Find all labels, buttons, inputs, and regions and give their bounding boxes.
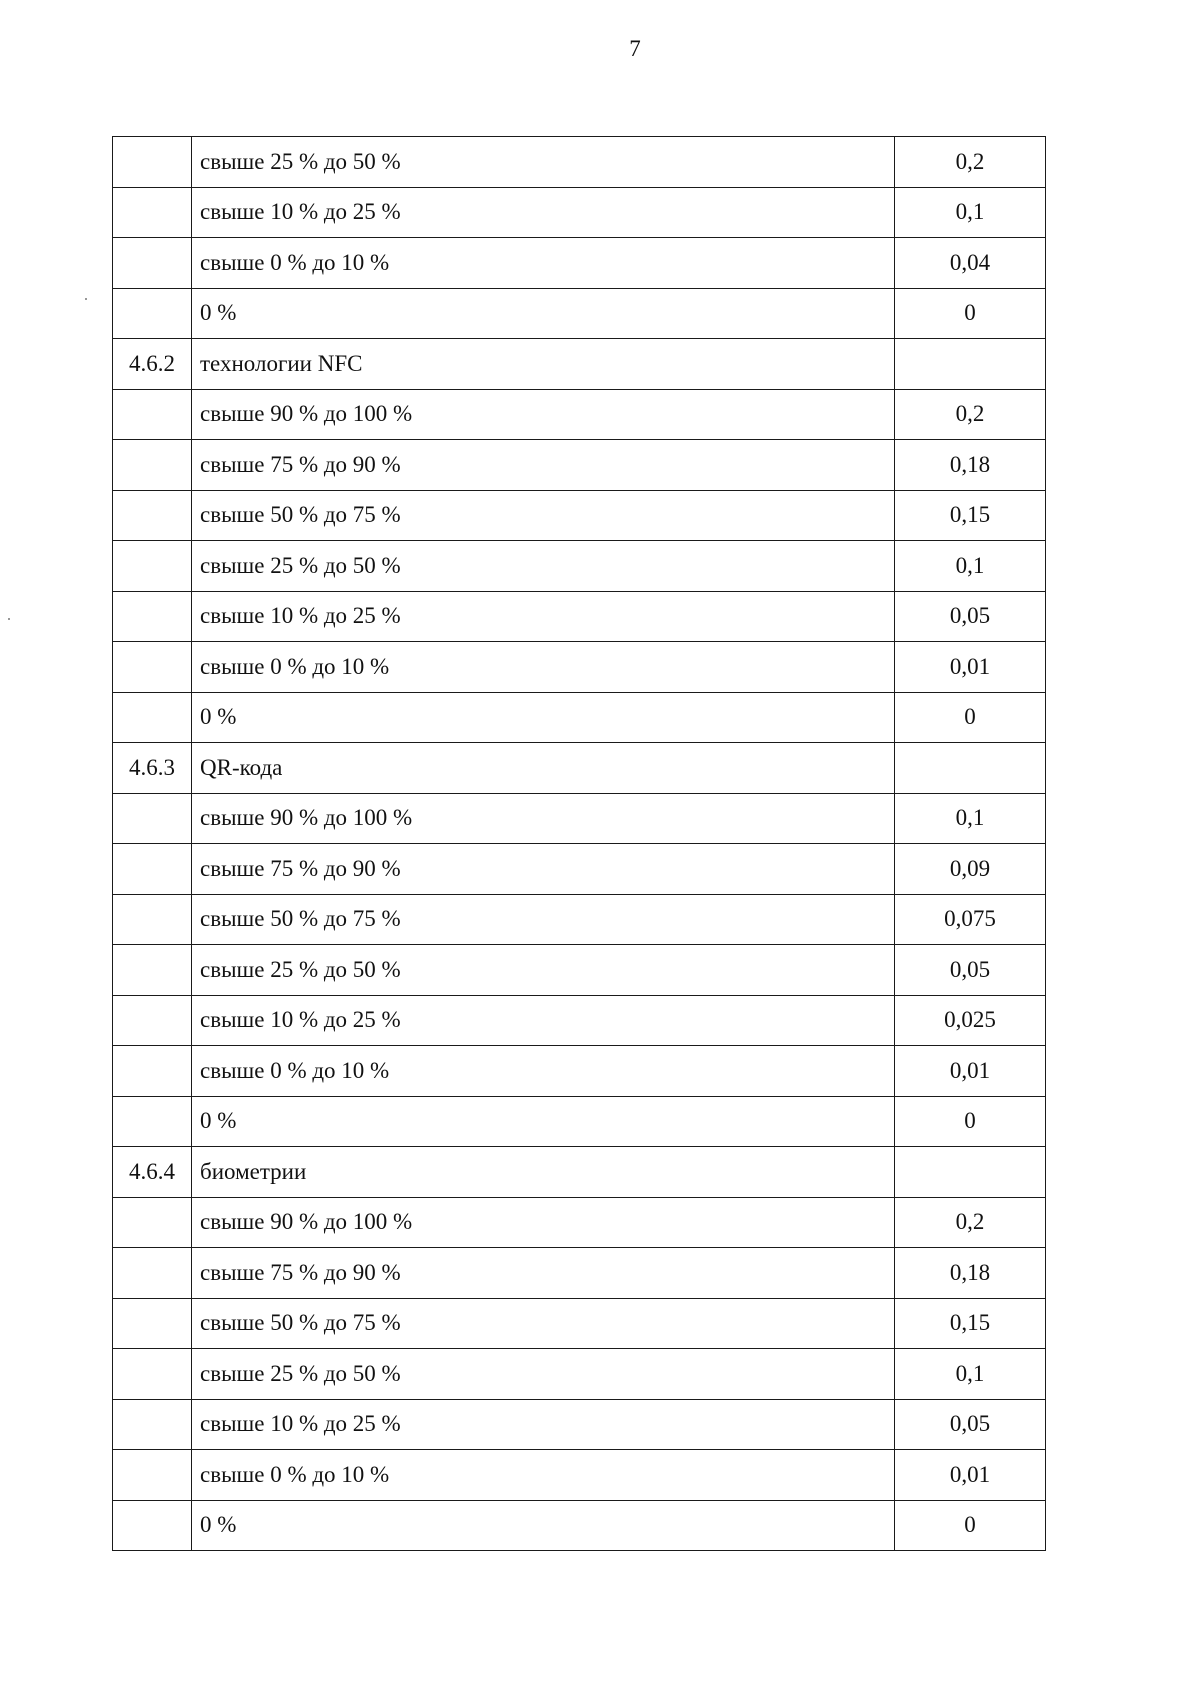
table-row xyxy=(113,1349,1046,1400)
row-value-cell: 0 xyxy=(895,692,1046,743)
row-value-cell: 0,05 xyxy=(895,591,1046,642)
row-number-cell xyxy=(113,642,192,693)
row-value-cell: 0,2 xyxy=(895,1197,1046,1248)
row-value-cell: 0,2 xyxy=(895,389,1046,440)
row-description-cell: 0 % xyxy=(192,692,895,743)
table-row xyxy=(113,1450,1046,1501)
row-number-cell xyxy=(113,894,192,945)
row-number-cell xyxy=(113,1248,192,1299)
row-value-cell: 0,1 xyxy=(895,541,1046,592)
row-number-cell xyxy=(113,389,192,440)
row-number-cell xyxy=(113,1096,192,1147)
row-number-cell xyxy=(113,995,192,1046)
table-row xyxy=(113,1197,1046,1248)
section-row xyxy=(113,743,1046,794)
row-number-cell xyxy=(113,490,192,541)
table-row xyxy=(113,238,1046,289)
row-description-cell: свыше 25 % до 50 % xyxy=(192,137,895,188)
row-number-cell xyxy=(113,1046,192,1097)
row-description-cell: свыше 50 % до 75 % xyxy=(192,490,895,541)
row-description-cell: свыше 10 % до 25 % xyxy=(192,995,895,1046)
row-number-cell xyxy=(113,288,192,339)
table-row xyxy=(113,591,1046,642)
row-description-cell: QR-кода xyxy=(192,743,895,794)
row-value-cell: 0,15 xyxy=(895,490,1046,541)
row-description-cell: свыше 90 % до 100 % xyxy=(192,1197,895,1248)
table-row xyxy=(113,1298,1046,1349)
row-description-cell: свыше 25 % до 50 % xyxy=(192,1349,895,1400)
table-row xyxy=(113,490,1046,541)
row-description-cell: 0 % xyxy=(192,1096,895,1147)
table-row xyxy=(113,440,1046,491)
section-row xyxy=(113,1147,1046,1198)
row-value-cell: 0,2 xyxy=(895,137,1046,188)
row-description-cell: биометрии xyxy=(192,1147,895,1198)
row-value-cell: 0,18 xyxy=(895,1248,1046,1299)
row-description-cell: свыше 0 % до 10 % xyxy=(192,1450,895,1501)
row-value-cell: 0,025 xyxy=(895,995,1046,1046)
row-description-cell: свыше 75 % до 90 % xyxy=(192,440,895,491)
row-number-cell xyxy=(113,1450,192,1501)
table-row xyxy=(113,642,1046,693)
row-description-cell: 0 % xyxy=(192,1500,895,1551)
row-number-cell xyxy=(113,1500,192,1551)
row-number-cell xyxy=(113,440,192,491)
row-number-cell xyxy=(113,1349,192,1400)
row-description-cell: свыше 25 % до 50 % xyxy=(192,945,895,996)
row-number-cell xyxy=(113,591,192,642)
table-row xyxy=(113,844,1046,895)
row-description-cell: свыше 0 % до 10 % xyxy=(192,238,895,289)
row-number-cell xyxy=(113,844,192,895)
table-row xyxy=(113,1096,1046,1147)
row-number-cell xyxy=(113,1197,192,1248)
row-value-cell: 0,09 xyxy=(895,844,1046,895)
row-number-cell: 4.6.4 xyxy=(113,1147,192,1198)
row-value-cell: 0,01 xyxy=(895,642,1046,693)
row-value-cell: 0,1 xyxy=(895,1349,1046,1400)
row-description-cell: свыше 25 % до 50 % xyxy=(192,541,895,592)
row-description-cell: свыше 75 % до 90 % xyxy=(192,1248,895,1299)
row-value-cell: 0,15 xyxy=(895,1298,1046,1349)
row-number-cell xyxy=(113,238,192,289)
table-row xyxy=(113,1046,1046,1097)
table-row xyxy=(113,945,1046,996)
row-number-cell xyxy=(113,1298,192,1349)
row-description-cell: свыше 10 % до 25 % xyxy=(192,187,895,238)
row-value-cell xyxy=(895,339,1046,390)
row-number-cell xyxy=(113,793,192,844)
row-number-cell: 4.6.3 xyxy=(113,743,192,794)
scan-speck xyxy=(8,618,10,620)
row-value-cell: 0,05 xyxy=(895,945,1046,996)
row-description-cell: свыше 0 % до 10 % xyxy=(192,1046,895,1097)
table-row xyxy=(113,541,1046,592)
row-description-cell: свыше 0 % до 10 % xyxy=(192,642,895,693)
row-number-cell xyxy=(113,692,192,743)
row-value-cell: 0,18 xyxy=(895,440,1046,491)
row-value-cell: 0 xyxy=(895,1096,1046,1147)
page-number: 7 xyxy=(629,36,641,61)
table-row xyxy=(113,137,1046,188)
table-row xyxy=(113,389,1046,440)
row-description-cell: технологии NFC xyxy=(192,339,895,390)
row-value-cell: 0,075 xyxy=(895,894,1046,945)
row-value-cell: 0 xyxy=(895,288,1046,339)
row-description-cell: свыше 50 % до 75 % xyxy=(192,894,895,945)
row-number-cell xyxy=(113,945,192,996)
row-value-cell xyxy=(895,743,1046,794)
row-value-cell xyxy=(895,1147,1046,1198)
row-value-cell: 0,05 xyxy=(895,1399,1046,1450)
table-row xyxy=(113,1399,1046,1450)
criteria-table-body xyxy=(113,137,1046,1551)
row-value-cell: 0,04 xyxy=(895,238,1046,289)
section-row xyxy=(113,339,1046,390)
row-value-cell: 0,01 xyxy=(895,1450,1046,1501)
row-number-cell xyxy=(113,541,192,592)
table-row xyxy=(113,894,1046,945)
row-number-cell xyxy=(113,137,192,188)
table-row xyxy=(113,995,1046,1046)
row-description-cell: свыше 10 % до 25 % xyxy=(192,1399,895,1450)
row-value-cell: 0,01 xyxy=(895,1046,1046,1097)
row-value-cell: 0,1 xyxy=(895,793,1046,844)
row-number-cell xyxy=(113,187,192,238)
row-number-cell: 4.6.2 xyxy=(113,339,192,390)
row-number-cell xyxy=(113,1399,192,1450)
table-row xyxy=(113,793,1046,844)
table-row xyxy=(113,288,1046,339)
row-description-cell: свыше 90 % до 100 % xyxy=(192,793,895,844)
row-value-cell: 0,1 xyxy=(895,187,1046,238)
row-description-cell: свыше 50 % до 75 % xyxy=(192,1298,895,1349)
row-value-cell: 0 xyxy=(895,1500,1046,1551)
row-description-cell: свыше 75 % до 90 % xyxy=(192,844,895,895)
row-description-cell: 0 % xyxy=(192,288,895,339)
row-description-cell: свыше 90 % до 100 % xyxy=(192,389,895,440)
criteria-table xyxy=(112,136,1046,1551)
row-description-cell: свыше 10 % до 25 % xyxy=(192,591,895,642)
table-row xyxy=(113,1248,1046,1299)
table-row xyxy=(113,1500,1046,1551)
scan-speck xyxy=(85,298,87,300)
table-row xyxy=(113,187,1046,238)
table-row xyxy=(113,692,1046,743)
